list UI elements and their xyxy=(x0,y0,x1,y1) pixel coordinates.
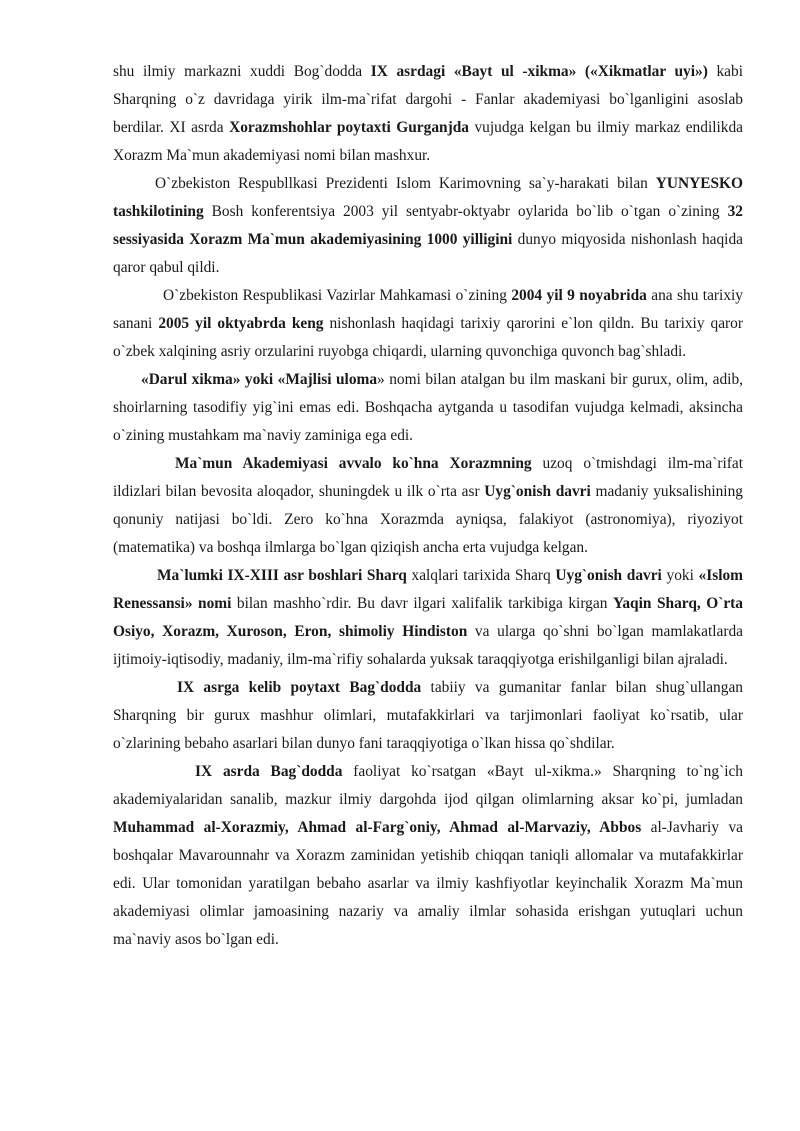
bold-text-run: IX asrda Bag`dodda xyxy=(195,763,343,780)
bold-text-run: «Darul xikma» yoki «Majlisi uloma xyxy=(141,371,378,388)
bold-text-run: Muhammad al-Xorazmiy, Ahmad al-Farg`oniy, Ahmad al-Marvaziy, Abbos xyxy=(113,819,642,836)
body-paragraph xyxy=(113,758,743,954)
text-run: ana shu tarixiy sanani xyxy=(113,287,743,332)
bold-text-run: Yaqin Sharq, O`rta Osiyo, Xorazm, Xuroson, Eron, shimoliy Hindiston xyxy=(113,595,744,640)
text-run: al-Javhariy va boshqalar Mavarounnahr va Xorazm zaminidan yetishib chiqqan taniqli allomalar va mutafakkirlar edi. Ular tomonidan yaratilgan bebaho asarlar va ilmiy kashfiyotlar keyinchalik Xorazm Ma`mun akademiyasi olimlar jamoasining nazariy va amaliy ilmlar sohasida erishgan yutuqlari uchun ma`naviy asos bo`lgan edi. xyxy=(113,819,743,948)
body-paragraph xyxy=(113,674,743,758)
text-run: dunyo miqyosida nishonlash haqida qaror qabul qildi. xyxy=(113,231,743,276)
bold-text-run: IX asrga kelib poytaxt Bag`dodda xyxy=(177,679,422,696)
text-run: nishonlash haqidagi tarixiy qarorini e`lon qildn. Bu tarixiy qaror o`zbek xalqining asriy orzularini ruyobga chiqardi, ularning quvonchiga quvonch bag`shladi. xyxy=(113,315,744,360)
text-run: » nomi bilan atalgan bu ilm maskani bir gurux, olim, adib, shoirlarning tasodifiy yig`ini emas edi. Boshqacha aytganda u tasodifan vujudga kelmadi, aksincha o`zining mustahkam ma`naviy zaminiga ega edi. xyxy=(113,371,743,444)
text-run: yoki xyxy=(661,567,699,584)
text-run: tabiiy va gumanitar fanlar bilan shug`ullangan Sharqning bir gurux mashhur olimlari, mutafakkirlari va tarjimonlari faoliyat ko`rsatib, ular o`zlarining bebaho asarlari bilan dunyo fani taraqqiyotiga o`lkan hissa qo`shdilar. xyxy=(113,679,743,752)
text-run: bilan mashho`rdir. Bu davr ilgari xalifalik tarkibiga kirgan xyxy=(231,595,613,612)
bold-text-run: YUNYESKO tashkilotining xyxy=(113,175,743,220)
text-run: vujudga kelgan bu ilmiy markaz endilikda Xorazm Ma`mun akademiyasi nomi bilan mashxur. xyxy=(113,119,744,164)
text-run: madaniy yuksalishining qonuniy natijasi bo`ldi. Zero ko`hna Xorazmda ayniqsa, falakiyot (astronomiya), riyoziyot (matematika) va boshqa ilmlarga bo`lgan qiziqish ancha erta vujudga kelgan. xyxy=(113,483,743,556)
text-run: Bosh konferentsiya 2003 yil sentyabr-oktyabr oylarida bo`lib o`tgan o`zining xyxy=(203,203,728,220)
bold-text-run: 2004 yil 9 noyabrida xyxy=(511,287,647,304)
body-paragraph xyxy=(113,450,743,562)
text-run: shu ilmiy markazni xuddi Bog`dodda xyxy=(113,63,371,80)
bold-text-run: Xorazmshohlar poytaxti Gurganjda xyxy=(229,119,469,136)
bold-text-run: 32 sessiyasida Xorazm Ma`mun akademiyasining 1000 yilligini xyxy=(113,203,743,248)
bold-text-run: Uyg`onish davri xyxy=(555,567,662,584)
bold-text-run: Uyg`onish davri xyxy=(484,483,591,500)
bold-text-run: Ma`mun Akademiyasi avvalo ko`hna Xorazmning xyxy=(175,455,532,472)
body-paragraph xyxy=(113,562,743,674)
text-run: va ularga qo`shni bo`lgan mamlakatlarda ijtimoiy-iqtisodiy, madaniy, ilm-ma`rifiy sohalarda yuksak taraqqiyotga erishilganligi bilan ajraladi. xyxy=(113,623,743,668)
bold-text-run: «Islom Renessansi» nomi xyxy=(113,567,743,612)
text-run: kabi Sharqning o`z davridaga yirik ilm-ma`rifat dargohi - Fanlar akademiyasi bo`lganligini asoslab berdilar. XI asrda xyxy=(113,63,743,136)
bold-text-run: Ma`lumki IX-XIII asr boshlari Sharq xyxy=(157,567,407,584)
body-paragraph xyxy=(113,58,743,170)
body-paragraph xyxy=(113,282,743,366)
text-run: faoliyat ko`rsatgan «Bayt ul-xikma.» Sharqning to`ng`ich akademiyalaridan sanalib, mazkur ilmiy dargohda ijod qilgan olimlarning aksar ko`pi, jumladan xyxy=(113,763,744,808)
document-page xyxy=(113,58,743,954)
bold-text-run: 2005 yil oktyabrda keng xyxy=(158,315,324,332)
bold-text-run: IX asrdagi «Bayt ul -xikma» («Xikmatlar uyi») xyxy=(370,63,708,80)
text-run: O`zbekiston Respublikasi Vazirlar Mahkamasi o`zining xyxy=(163,287,512,304)
body-paragraph xyxy=(113,366,743,450)
text-run: uzoq o`tmishdagi ilm-ma`rifat ildizlari bilan bevosita aloqador, shuningdek u ilk o`rta asr xyxy=(113,455,743,500)
body-paragraph xyxy=(113,170,743,282)
text-run: xalqlari tarixida Sharq xyxy=(406,567,556,584)
text-run: O`zbekiston Respubllkasi Prezidenti Islom Karimovning sa`y-harakati bilan xyxy=(155,175,656,192)
